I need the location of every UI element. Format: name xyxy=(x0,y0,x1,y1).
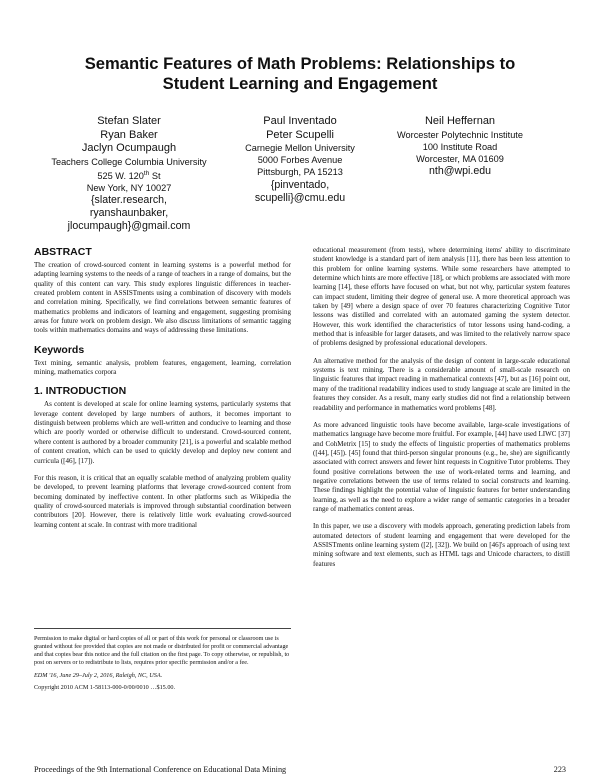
right-column xyxy=(313,246,570,569)
author-block-2 xyxy=(230,115,370,205)
author-affiliation: Worcester Polytechnic Institute xyxy=(397,129,523,140)
paper-title xyxy=(40,54,560,94)
author-block-3 xyxy=(376,115,544,178)
author-affiliation: Teachers College Columbia University xyxy=(51,156,207,167)
author-address: 100 Institute Road xyxy=(422,141,498,152)
author-block-1 xyxy=(34,115,224,233)
author-name: Paul Inventado xyxy=(263,115,337,127)
author-city: Worcester, MA 01609 xyxy=(416,153,504,164)
author-address xyxy=(34,168,224,182)
author-email: ryanshaunbaker, xyxy=(89,207,169,220)
body-paragraph: In this paper, we use a discovery with models approach, generating prediction labels from automated detectors of student learning and engagement that were developed for the ASSISTments online learning system ([2], [32]). We build on [46]'s approach of using text mining software and text elements, such as HTML tags and Unicode characters, to distill features xyxy=(313,522,570,568)
author-name: Ryan Baker xyxy=(100,128,158,141)
author-name: Peter Scupelli xyxy=(266,128,334,141)
proceedings-text: Proceedings of the 9th International Conference on Educational Data Mining xyxy=(34,765,287,774)
author-address: 5000 Forbes Avenue xyxy=(257,155,343,166)
copyright-text: Copyright 2010 ACM 1-58113-000-0/00/0010 …$15.00. xyxy=(34,684,176,692)
author-email: {pinventado, xyxy=(270,178,330,191)
author-name: Jaclyn Ocumpaugh xyxy=(81,142,177,154)
abstract-text: The creation of crowd-sourced content in learning systems is a powerful method for adapting learning systems to the needs of a range of teachers in a range of domains, but the quality of this content can vary. This study explores linguistic differences in teacher-created problem content in ASSISTments using a combination of discovery with models and correlation mining. Specifically, we find correlations between semantic features of mathematics problems and indicators of learning and engagement, suggesting promising areas for future work on problem design. We also discuss limitations of semantic tagging tools within mathematics domains and ways of addressing these limitations. xyxy=(34,261,291,335)
page-footer xyxy=(34,765,566,775)
intro-heading: 1. INTRODUCTION xyxy=(34,385,127,398)
author-email: nth@wpi.edu xyxy=(429,165,491,178)
title-line: Student Learning and Engagement xyxy=(162,74,438,93)
street-end: St xyxy=(149,170,161,181)
body-paragraph: educational measurement (from tests), where determining items' ability to discriminate student knowledge is a standard part of item analysis [11], there has been less attention to this problem for online learning systems. While some researchers have attempted to determine which hints are more effective [18], or which problems are associated with more learning [14], these efforts have focused on what, but not why, particular system features can impact student, limiting their degree of general use. A more theoretical approach was taken by [49] where a design space of over 70 features characterizing Cognitive Tutor lessons was distilled and correlated with an automated gaming the system detector. However, this work identified the characteristics of tutor lessons using hand-coding, a method that is infeasible for larger datasets, and was limited to the relatively narrow space of problems designed by professional educational developers. xyxy=(313,246,570,348)
street-text: 525 W. 120 xyxy=(97,170,144,181)
body-paragraph: As more advanced linguistic tools have become available, large-scale investigations of mathematics language have become more fruitful. For example, [44] have used LIWC [37] and CohMetrix [15] to study the effects of linguistic properties of mathematics problems ([44], [45]). [45] found that third-person singular pronouns (e.g., he, she) are significantly associated with correct answers and fewer hint requests in Cognitive Tutor problems. They found positive correlations between the use of work-related terms and learning, and negative correlations between the use of terms related to social constructs and learning. These findings highlight the potential value of linguistic features for better understanding learning, as well as the need to explore a wider range of semantic categories in a broader range of mathematics content areas. xyxy=(313,420,570,513)
permission-text: Permission to make digital or hard copies of all or part of this work for personal or classroom use is granted without fee provided that copies are not made or distributed for profit or commercial advantage and that copies bear this notice and the full citation on the first page. To copy otherwise, or republish, to post on servers or to redistribute to lists, requires prior specific permission and/or a fee. xyxy=(34,636,290,667)
author-name: Stefan Slater xyxy=(97,115,161,127)
author-email: {slater.research, xyxy=(91,194,167,207)
street-sup: th xyxy=(143,169,150,177)
conference-meta: EDM '16, June 29–July 2, 2016, Raleigh, NC, USA. xyxy=(34,672,163,680)
intro-paragraph: For this reason, it is critical that an equally scalable method of analyzing problem quality be developed, to prevent learning platforms that leverage crowd-sourced content from becoming dominated by ineffective content. In other platforms such as Wikipedia the quality of crowd-sourced materials is improved through substantial coordination between contributors [20]. However, there is relatively little work evaluating crowd-sourced learning content at scale. In contrast with more traditional xyxy=(34,473,291,529)
permission-notice xyxy=(34,628,291,693)
abstract-heading: ABSTRACT xyxy=(34,246,92,258)
author-city: New York, NY 10027 xyxy=(86,182,172,193)
author-name: Neil Heffernan xyxy=(424,115,496,127)
author-email: scupelli}@cmu.edu xyxy=(254,191,346,204)
title-line: Semantic Features of Math Problems: Relationships to xyxy=(84,54,516,73)
author-email: jlocumpaugh}@gmail.com xyxy=(67,220,191,233)
author-affiliation: Carnegie Mellon University xyxy=(245,143,355,153)
body-paragraph: An alternative method for the analysis of the design of content in large-scale educational systems is text mining. There is a considerable amount of small-scale research on linguistic features that impact reading in mathematical contexts [47], but as [16] point out, many of the traditional readability indices used to study language at scale are limited in the features they consider. As a result, many early studies did not find a relationship between readability and performance in mathematics word problems [48]. xyxy=(313,356,570,412)
keywords-heading: Keywords xyxy=(34,343,85,356)
page-number: 223 xyxy=(553,765,566,774)
left-column xyxy=(34,246,291,530)
intro-paragraph: As content is developed at scale for online learning systems, particularly systems that leverage content developed by large numbers of authors, it becomes important to distinguish between problems which are well-written and conducive to learning and those which are poorly worded or otherwise difficult to understand. Crowd-sourced content, where content is authored by a broader community [21], is a powerful and scalable method of content creation, which can be used to quickly develop and deploy new content and curricula ([46], [17]). xyxy=(34,400,291,465)
keywords-text: Text mining, semantic analysis, problem features, engagement, learning, correlation mining, mathematics corpora xyxy=(34,358,291,377)
author-city: Pittsburgh, PA 15213 xyxy=(257,167,343,178)
